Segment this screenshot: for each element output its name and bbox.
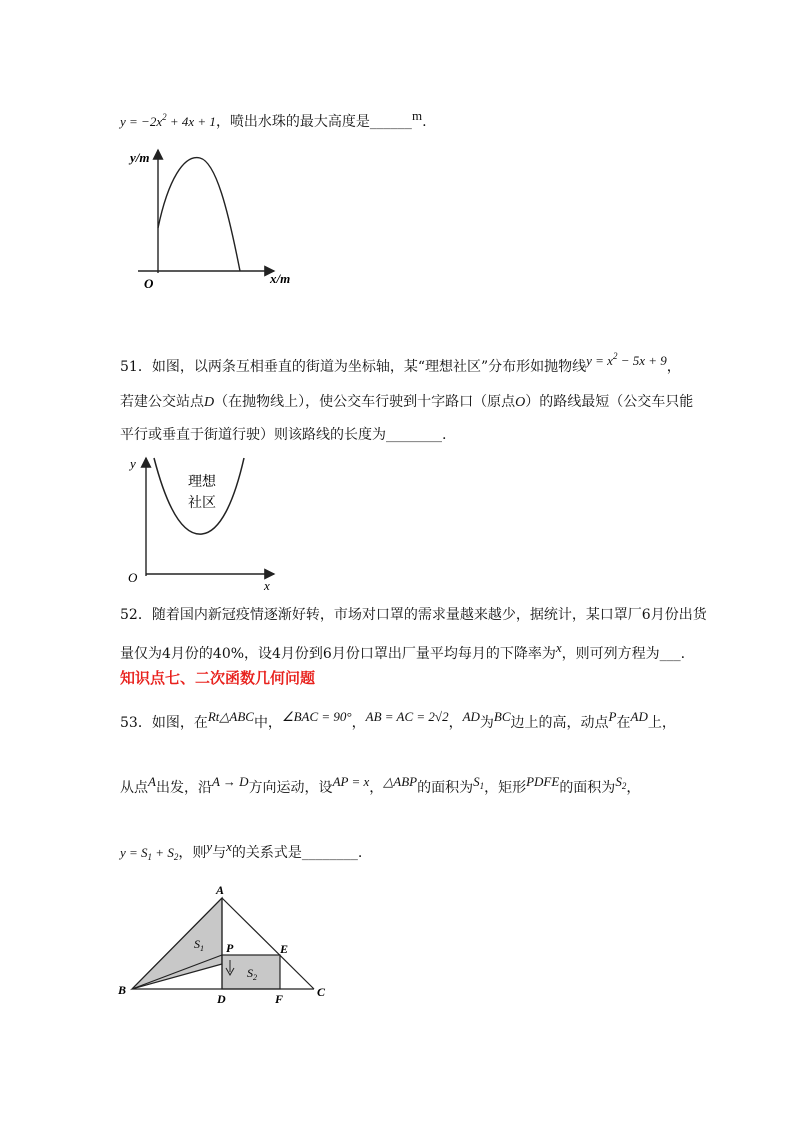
q52-line2: 量仅为4月份的40%，设4月份到6月份口罩出厂量平均每月的下降率为x，则可列方程为___.: [120, 640, 686, 662]
q50-x-label: x/m: [270, 271, 291, 286]
q51-line2: 若建公交站点D（在抛物线上），使公交车行驶到十字路口（原点O）的路线最短（公交车只能: [120, 394, 694, 410]
q50-unit: m: [411, 108, 423, 123]
section-heading: 知识点七、二次函数几何问题: [120, 669, 316, 687]
q53-line1: 53．如图，在Rt△ABC中，∠BAC = 90°，AB = AC = 2√2，AD为BC边上的高，动点P在AD上，: [120, 709, 676, 731]
q50-line: $y = -2x^2 + 4x + 1$，喷出水珠的最大高度是______m.: [120, 108, 427, 130]
q50-parabola-graph: [124, 140, 304, 290]
q51-line1: 51．如图，以两条互相垂直的街道为坐标轴，某“理想社区”分布形如抛物线$y = x^2 - 5x + 9$，: [120, 351, 681, 375]
q51-region-label-2: 社区: [188, 496, 216, 511]
q53-line3: $y = S_1 + S_2$，则y与x的关系式是________.: [120, 839, 363, 862]
q50-text: ，喷出水珠的最大高度是______: [215, 114, 412, 130]
q50-origin-label: O: [144, 276, 154, 290]
q53-equation: $y = S_1 + S_2$: [120, 845, 179, 862]
q53-triangle-figure: [114, 880, 344, 1010]
q51-line3: 平行或垂直于街道行驶）则该路线的长度为________.: [120, 427, 447, 443]
vertex-d-label: D: [217, 992, 226, 1006]
q50-parabola-curve: [158, 158, 240, 271]
point-p-label: P: [226, 941, 234, 955]
vertex-a-label: A: [216, 883, 225, 897]
vertex-b-label: B: [118, 983, 127, 997]
q51-equation: $y = x^2 - 5x + 9$: [586, 351, 667, 368]
vertex-c-label: C: [317, 985, 326, 999]
q51-x-label: x: [264, 578, 270, 592]
q52-line1: 52．随着国内新冠疫情逐渐好转，市场对口罩的需求量越来越少，据统计，某口罩厂6月份出货: [120, 607, 707, 623]
area-s2-label: $S_2$: [247, 966, 257, 982]
q50-equation: $y = -2x^2 + 4x + 1$: [120, 112, 216, 129]
vertex-e-label: E: [280, 942, 289, 956]
area-s1-label: $S_1$: [194, 937, 204, 953]
q51-region-label-1: 理想: [188, 475, 216, 490]
q50-y-label: y/m: [130, 150, 150, 165]
q51-community-graph: [124, 452, 284, 592]
q53-line2: 从点A出发，沿A → D方向运动，设AP = x，△ABP的面积为$S_1$，矩形PDFE的面积为$S_2$，: [120, 774, 641, 796]
q51-y-label: y: [130, 456, 136, 471]
vertex-f-label: F: [275, 992, 284, 1006]
q51-origin-label: O: [128, 570, 138, 585]
